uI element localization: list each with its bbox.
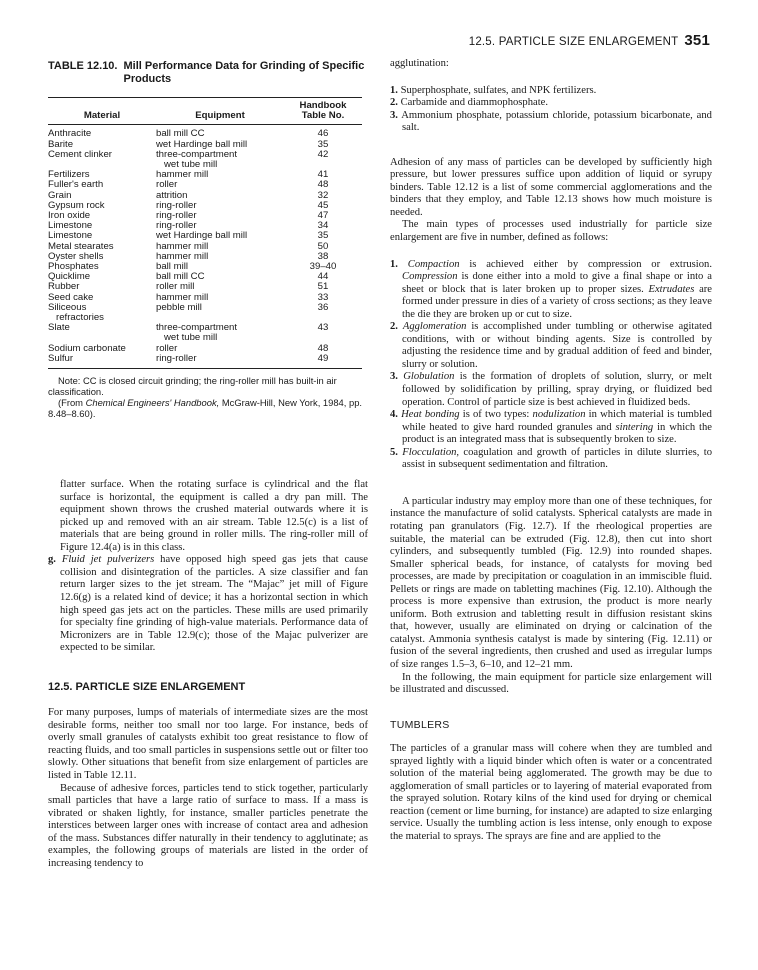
paragraph-process-types: The main types of processes used industrially for particle size enlargement are five in number, defined as follows: [390,219,712,244]
table-row [48,303,362,323]
cell-equipment-text: ball mill CC [156,128,205,140]
process-compaction [390,259,712,322]
process-heat-bonding [390,409,712,447]
table-row [48,180,362,190]
table-source-title: Chemical Engineers' Handbook, [85,397,220,409]
cell-equipment-text: hammer mill [156,250,209,262]
table-title: Mill Performance Data for Grinding of Specific Products [123,60,365,85]
cell-table-no [284,323,362,343]
cell-equipment-text: ring-roller [156,210,197,222]
table-row [48,344,362,354]
table-source-pre: (From [58,397,86,409]
cell-material-text: Quicklime [48,271,91,283]
list-item-number: 2. [390,97,398,109]
paragraph-adhesion: Adhesion of any mass of particles can be developed by sufficiently high pressure, but lower pressures suffice upon addition of liquid or syrupy binders. Table 12.12 is a list of some commercial agglomerations and the binders that they employ, and Table 12.13 shows how much moisture is needed. [390,156,712,218]
process-term: Compression [402,271,458,283]
process-text: coagulation and growth of particles in dilute slurries, to assist in subsequent sedimentation and filtration. [402,446,712,471]
process-term: sintering [615,421,654,433]
cell-material-text: Slate [48,322,70,334]
paragraph-following: In the following, the main equipment for particle size enlargement will be illustrated and discussed. [390,671,712,696]
cell-material-text: Phosphates [48,261,99,273]
paragraph-adhesive-forces: Because of adhesive forces, particles tend to stick together, particularly small particles that have a large ratio of surface to mass. If a mass is vibrated or shaken lightly, for instance, smaller particles penetrate the interstices between larger ones with increase of contact area and adhesion of the mass. Substances differ naturally in their tendency to agglutinate; as examples, the following groups of materials are listed in the order of increasing tendency to [48,782,368,869]
cell-material-text: Grain [48,189,72,201]
process-term: Compaction [407,258,460,270]
cell-table-no-text: 35 [317,138,329,150]
process-flocculation [390,447,712,472]
table-row [48,323,362,343]
process-term: Extrudates [648,283,695,295]
running-header [469,32,710,49]
process-text: is of two types: [459,409,533,421]
col-header-table-no [284,98,362,125]
list-item-number: 1. [390,84,398,96]
process-number: 4. [390,409,398,421]
cell-table-no-text: 47 [317,210,329,222]
cell-table-no-text: 38 [317,250,329,262]
process-number: 2. [390,321,398,333]
paragraph-tumblers: The particles of a granular mass will cohere when they are tumbled and sprayed lightly with a liquid binder which often is water or a concentrated solution of the material being agglomerated. The growth may be due to agglomeration of small particles or to layering of material evaporated from the sprayed solution. Rotary kilns of the kind used for drying or chemical reaction (cement or lime burning, for instance) are adapted to size enlarging service. Usually the tumbling action is less intense, only enough to expose the material to sprays. The sprays are fine and are applied to the [390,743,712,842]
process-number: 5. [390,446,398,458]
process-agglomeration [390,321,712,371]
list-item [390,110,712,135]
cell-material-text: Sulfur [48,352,74,364]
table-row [48,125,362,140]
cell-material-text: Oyster shells [48,250,104,262]
process-term: Flocculation, [402,446,460,458]
cell-material-text: Fertilizers [48,169,90,181]
process-term: Globulation [403,371,455,383]
cell-equipment-text: attrition [156,189,188,201]
cell-table-no-text: 43 [317,322,329,334]
process-number: 1. [390,258,398,270]
process-text: in which material is tumbled while heated to give hard rounded granules and [402,409,712,433]
cell-material-text: Gypsum rock [48,199,105,211]
cell-material-text-cont: refractories [56,312,104,324]
cell-material [48,125,156,140]
process-text: are formed under pressure in dies of a variety of cross sections; as they leave the die they are broken up or cut to size. [402,283,712,320]
section-heading: 12.5. PARTICLE SIZE ENLARGEMENT [48,680,246,693]
cell-material-text: Fuller's earth [48,179,104,191]
process-term: Agglomeration [402,321,467,333]
process-number: 3. [390,371,398,383]
cell-table-no-text: 39–40 [309,261,337,273]
list-item [390,97,712,110]
list-item-text: Carbamide and diammophosphate. [400,97,549,109]
cell-material-text: Rubber [48,281,80,293]
cell-material-text: Seed cake [48,291,94,303]
col-header-material: Material [48,98,156,125]
cell-equipment-text: wet Hardinge ball mill [156,138,248,150]
cell-material [48,150,156,170]
cell-table-no-text: 45 [317,199,329,211]
table-row [48,211,362,221]
process-term: Heat bonding [401,409,460,421]
table-row [48,293,362,303]
running-header-section: 12.5. PARTICLE SIZE ENLARGEMENT [468,36,679,48]
cell-table-no-text: 51 [317,281,329,293]
cell-table-no [284,150,362,170]
cell-table-no-text: 41 [317,169,329,181]
cell-table-no-text: 48 [317,179,329,191]
table-row [48,150,362,170]
cell-equipment-text: pebble mill [156,301,202,313]
table-body [48,125,362,369]
subheading-tumblers: TUMBLERS [390,718,450,731]
cell-equipment-text-cont: wet tube mill [164,159,218,171]
cell-table-no-text: 36 [317,301,329,313]
cell-material-text: Sodium carbonate [48,342,126,354]
cell-material-text: Limestone [48,220,93,232]
cell-material [48,354,156,369]
cell-material-text: Barite [48,138,74,150]
right-column [390,58,712,844]
cell-equipment-text: ring-roller [156,352,197,364]
process-globulation [390,371,712,409]
table-note: Note: CC is closed circuit grinding; the ring-roller mill has built-in air classification. [48,375,337,398]
cell-table-no-text: 42 [317,148,329,160]
cell-material-text: Limestone [48,230,93,242]
agglutination-groups [390,85,712,135]
cell-equipment-text: ring-roller [156,220,197,232]
cell-material-text: Iron oxide [48,210,91,222]
cell-table-no [284,125,362,140]
cell-table-no-text: 34 [317,220,329,232]
table-source [48,397,368,419]
cell-equipment [156,354,284,369]
cell-equipment-text: hammer mill [156,169,209,181]
cell-equipment [156,125,284,140]
cell-table-no-text: 48 [317,342,329,354]
cell-equipment [156,150,284,170]
cell-equipment-text: roller mill [156,281,195,293]
item-g-text: have opposed high speed gas jets that cause collision and disintegration of the particles. A size classifier and fan return larger sizes to the jet stream. The “Majac” jet mill of Figure 12.6(g) is a related kind of device; it has a horizontal section in which high speed gas jets act on the particles. These mills are used primarily for specialty fine grinding of high-value materials. Performance data of Micronizers are in Table 12.9(c); those of the Majac pulverizer are expected to be similar. [60,554,368,654]
item-g-term: Fluid jet pulverizers [61,554,155,566]
cell-equipment-text: three-compartment [156,148,238,160]
mill-performance-table [48,97,362,369]
paragraph-intro: For many purposes, lumps of materials of intermediate sizes are the most desirable forms, neither too small nor too large. For instance, beds of overly small granules of catalysts exhibit too great resistance to flow of reacting fluids, and too small particles in suspensions settle out or filter too slowly. Other situations that benefit from size enlargement of particles are listed in Table 12.11. [48,707,368,782]
cell-equipment-text: ring-roller [156,199,197,211]
cell-equipment-text: ball mill CC [156,271,205,283]
table-row [48,262,362,272]
col-header-table-no-line2: Table No. [301,110,345,122]
page-number: 351 [684,32,710,49]
cell-material-text: Cement clinker [48,148,112,160]
cell-table-no-text: 35 [317,230,329,242]
cell-equipment [156,323,284,343]
paragraph-industry-techniques: A particular industry may employ more than one of these techniques, for instance the manufacture of solid catalysts. Spherical catalysts are made in rotating pan granulators (Fig. 12.7). If the rheological properties are suitable, the material can be extruded (Fig. 12.8), then cut into short cylinders, and subsequently tumbled (Fig. 12.9) into rounded shapes. Smaller spherical beads, for instance, of catalysts for moving bed processes, are made by precipitation or coagulation in an immiscible fluid. Pellets or rings are made on tabletting machines (Fig. 12.10). Although the process is more expensive than extrusion, the product is more nearly uniform. Both extrusion and tabletting result in diffusion resistant skins that, however, usually are eliminated on drying or calcination of the catalyst. Ammonia synthesis catalyst is made by sintering (Fig. 12.11) or fusion of the several ingredients, then crushed and used as irregular lumps of size ranges 1.5–3, 6–10, and 12–21 mm. [390,495,712,670]
paragraph-roller-mill-cont: flatter surface. When the rotating surface is cylindrical and the flat surface is horizontal, the equipment is called a dry pan mill. The equipment shown throws the crushed material outwards where it is picked up and removed with an air stream. Table 12.5(c) is a list of materials that are being ground in roller mills. The ring-roller mill of Figure 12.4(a) is in this class. [60,479,368,553]
left-body-text [48,479,368,870]
table-row [48,272,362,282]
process-text: is achieved either by compression or extrusion. [459,258,712,270]
item-g-label: g. [48,554,56,566]
cell-table-no-text: 44 [317,271,329,283]
cell-table-no [284,303,362,323]
cell-equipment-text: roller [156,342,178,354]
process-text: is accomplished under tumbling or otherwise agitated conditions, with or without binding agents. Size is controlled by adjusting the residence time and by gradual addition of feed and binder, slurry or solution. [402,321,712,370]
cell-table-no-text: 49 [317,352,329,364]
cell-table-no-text: 32 [317,189,329,201]
col-header-table-no-line1: Handbook [299,100,347,111]
left-column [48,60,368,870]
cell-equipment-text: roller [156,179,178,191]
agglutination-lead: agglutination: [390,58,449,69]
item-g-fluid-jet [48,554,368,654]
cell-equipment-text: wet Hardinge ball mill [156,230,248,242]
cell-equipment-text: hammer mill [156,291,209,303]
process-text: in which the product is an integrated mass that is subsequently broken to size. [402,421,712,446]
cell-equipment-text: ball mill [156,261,188,273]
process-text: is done either into a mold to give a final shape or into a sheet or block that is later broken up to proper sizes. [402,271,712,295]
table-source-post: McGraw-Hill, New York, 1984, pp. 8.48–8.60). [48,397,363,420]
cell-table-no-text: 33 [317,291,329,303]
list-item-number: 3. [390,109,398,121]
cell-material-text: Siliceous [48,301,87,313]
process-text: is the formation of droplets of solution, slurry, or melt followed by solidification by prilling, spray drying, or fluidized bed operation. Control of particle size is best achieved in fluidized beds. [402,371,712,408]
table-header-row [48,98,362,125]
table-caption [48,60,368,85]
cell-table-no-text: 50 [317,240,329,252]
process-list [390,259,712,472]
cell-material [48,303,156,323]
list-item [390,85,712,98]
cell-material-text: Anthracite [48,128,92,140]
cell-equipment-text-cont: wet tube mill [164,332,218,344]
cell-material [48,323,156,343]
cell-table-no [284,354,362,369]
table-row [48,201,362,211]
list-item-text: Ammonium phosphate, potassium chloride, potassium bicarbonate, and salt. [401,109,712,134]
cell-material-text: Metal stearates [48,240,114,252]
col-header-equipment: Equipment [156,98,284,125]
cell-equipment-text: hammer mill [156,240,209,252]
table-notes [48,375,368,419]
process-term: nodulization [532,409,586,421]
cell-equipment-text: three-compartment [156,322,238,334]
cell-table-no-text: 46 [317,128,329,140]
cell-equipment [156,303,284,323]
list-item-text: Superphosphate, sulfates, and NPK fertilizers. [400,84,597,96]
table-number: TABLE 12.10. [48,60,118,72]
table-row [48,354,362,369]
